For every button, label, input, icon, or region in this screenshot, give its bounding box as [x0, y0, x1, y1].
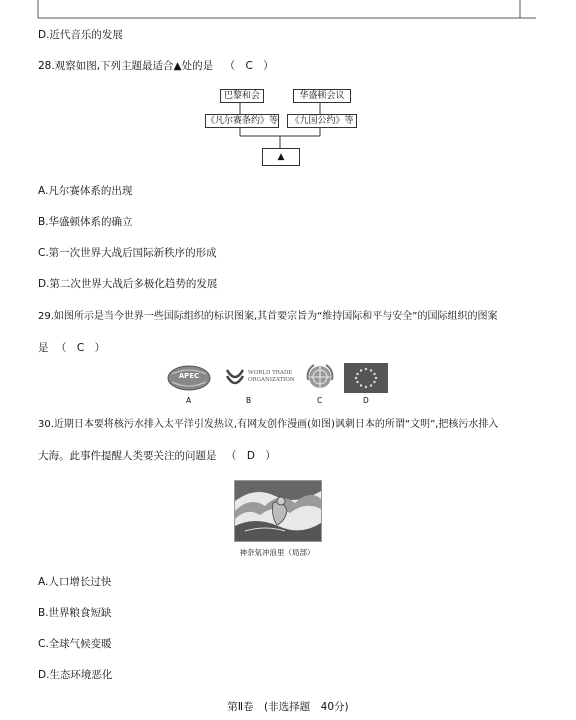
section-footer: 第Ⅱ卷 (非选择题 40分) [227, 701, 349, 713]
q30-option-a: A.人口增长过快 [38, 576, 112, 588]
diagram-box-versailles: 《凡尔赛条约》等 [206, 116, 279, 126]
q28-stem-text: 28.观察如图,下列主题最适合▲处的是 [38, 60, 214, 72]
q29-answer: （ C ） [55, 342, 106, 354]
q30-option-b: B.世界粮食短缺 [38, 607, 112, 619]
q28-diagram [205, 88, 365, 170]
q30-stem-cont-text: 大海。此事件提醒人类要关注的问题是 [38, 450, 217, 462]
q28-option-b: B.华盛顿体系的确立 [38, 216, 133, 228]
diagram-box-washington: 华盛顿会议 [293, 89, 351, 103]
q27-option-d: D.近代音乐的发展 [38, 29, 123, 41]
q29-stem-cont [38, 341, 105, 355]
q30-option-d: D.生态环境恶化 [38, 669, 113, 681]
logo-label-a: A [186, 396, 192, 405]
apec-logo [166, 364, 212, 392]
q29-logos [166, 362, 392, 410]
q29-stem-cont-text: 是 [38, 342, 49, 354]
q30-stem-cont [38, 449, 276, 463]
q28-stem [38, 59, 274, 73]
q30-stem: 30.近期日本要将核污水排入太平洋引发热议,有网友创作漫画(如图)讽刺日本的所谓“文明”,把核污水排入 [38, 419, 499, 430]
diagram-box-nine-power: 《九国公约》等 [287, 114, 357, 128]
wto-logo [224, 364, 296, 392]
wave-cartoon-caption: 神奈氚冲浪里（局部） [239, 548, 315, 557]
wto-logo-text: WORLD TRADE ORGANIZATION [248, 370, 295, 383]
diagram-box-blank: ▲ [262, 148, 300, 166]
diagram-box-paris: 巴黎和会 [220, 89, 264, 103]
q30-answer: （ D ） [225, 450, 276, 462]
q28-option-a: A.凡尔赛体系的出现 [38, 185, 133, 197]
q30-option-c: C.全球气候变暖 [38, 638, 112, 650]
wave-cartoon-image [234, 480, 322, 542]
eu-flag-logo [344, 363, 388, 393]
logo-label-d: D [363, 396, 369, 405]
q28-answer: （ C ） [224, 60, 274, 72]
page-top-frame [0, 0, 576, 20]
q28-option-d: D.第二次世界大战后多极化趋势的发展 [38, 278, 218, 290]
apec-logo-text: APEC [178, 372, 200, 380]
q29-stem: 29.如图所示是当今世界一些国际组织的标识图案,其首要宗旨为“维持国际和平与安全”的国际组织的图案 [38, 311, 498, 322]
un-logo [304, 362, 336, 394]
logo-label-b: B [246, 396, 252, 405]
q28-option-c: C.第一次世界大战后国际新秩序的形成 [38, 247, 217, 259]
logo-label-c: C [317, 396, 323, 405]
